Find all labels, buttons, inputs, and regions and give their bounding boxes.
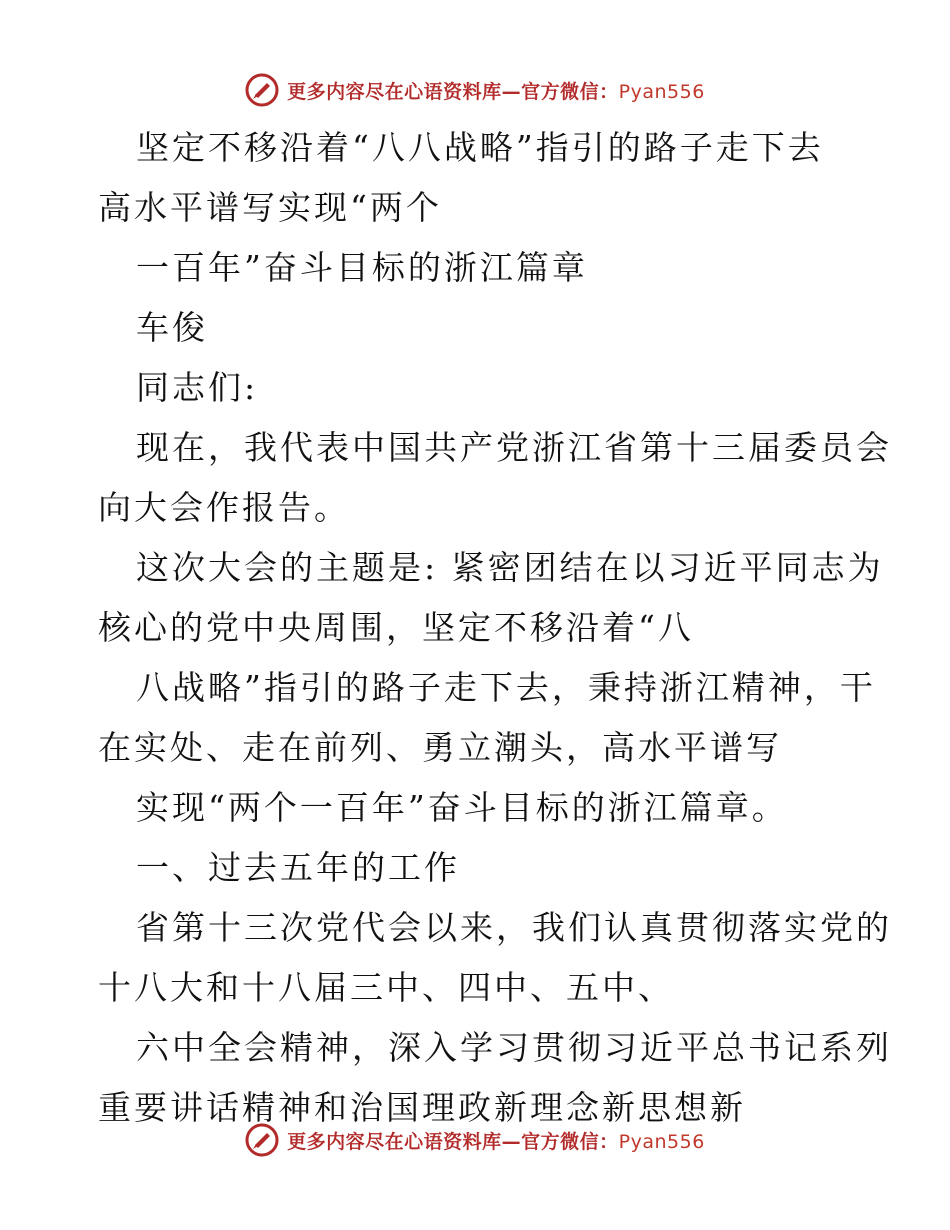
doc-line: 坚定不移沿着“八八战略”指引的路子走下去	[136, 128, 824, 167]
doc-line: 这次大会的主题是: 紧密团结在以习近平同志为	[136, 548, 884, 587]
footer-watermark	[0, 1120, 950, 1160]
logo-icon	[245, 1123, 279, 1157]
document-body	[98, 118, 892, 1138]
doc-line: 在实处、走在前列、勇立潮头，高水平谱写	[98, 728, 782, 767]
doc-line: 一百年”奋斗目标的浙江篇章	[136, 248, 588, 287]
doc-line: 向大会作报告。	[98, 488, 350, 527]
doc-line: 车俊	[136, 308, 208, 347]
doc-line: 八战略”指引的路子走下去，秉持浙江精神，干	[136, 668, 876, 707]
logo-icon	[245, 73, 279, 107]
doc-line: 十八大和十八届三中、四中、五中、	[98, 968, 674, 1007]
header-watermark	[0, 70, 950, 110]
doc-line: 核心的党中央周围，坚定不移沿着“八	[98, 608, 694, 647]
doc-line: 高水平谱写实现“两个	[98, 188, 442, 227]
doc-line: 一、过去五年的工作	[136, 848, 460, 887]
doc-line: 重要讲话精神和治国理政新理念新思想新	[98, 1088, 746, 1127]
doc-line: 同志们:	[136, 368, 259, 407]
watermark-text: 更多内容尽在心语资料库—官方微信：Pyan556	[287, 80, 705, 103]
doc-line: 省第十三次党代会以来，我们认真贯彻落实党的	[136, 908, 892, 947]
doc-line: 六中全会精神，深入学习贯彻习近平总书记系列	[136, 1028, 892, 1067]
watermark-text: 更多内容尽在心语资料库—官方微信：Pyan556	[287, 1130, 705, 1153]
doc-line: 实现“两个一百年”奋斗目标的浙江篇章。	[136, 788, 788, 827]
doc-line: 现在，我代表中国共产党浙江省第十三届委员会	[136, 428, 892, 467]
